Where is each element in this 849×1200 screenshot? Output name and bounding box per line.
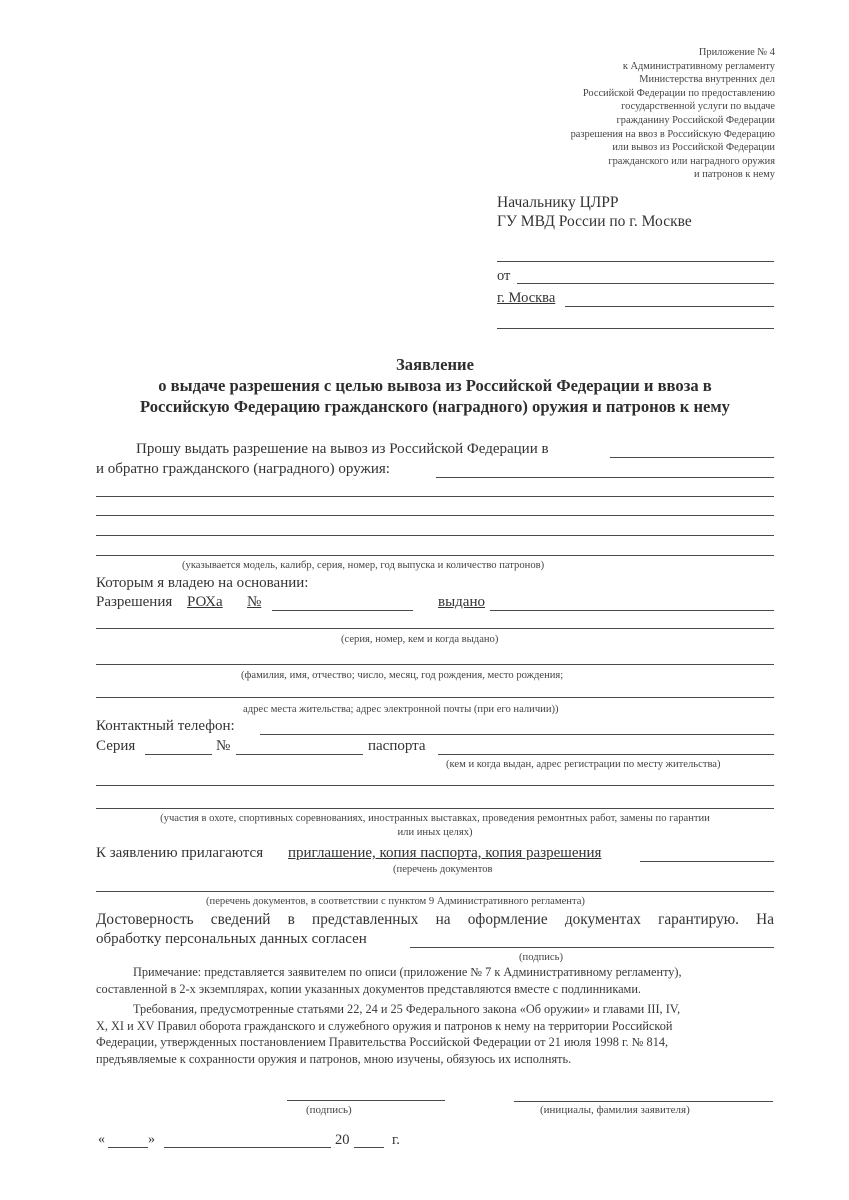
request-line-1: Прошу выдать разрешение на вывоз из Российской Федерации в bbox=[136, 441, 549, 457]
addressee-line-1: Начальнику ЦЛРР bbox=[497, 194, 619, 211]
permit-label: Разрешения bbox=[96, 594, 173, 610]
requirements-line-4: предъявляемые к сохранности оружия и патронов, мною изучены, обязуюсь их исполнять. bbox=[96, 1051, 572, 1066]
notes-block bbox=[96, 964, 774, 1067]
address-hint: адрес места жительства; адрес электронной почты (при его наличии)) bbox=[243, 704, 559, 715]
document-subtitle-line-1: о выдаче разрешения с целью вывоза из Российской Федерации и ввоза в bbox=[158, 376, 712, 395]
attachments-value: приглашение, копия паспорта, копия разрешения bbox=[288, 845, 602, 861]
purpose-hint-2: или иных целях) bbox=[397, 827, 473, 838]
appendix-line: гражданского или наградного оружия bbox=[608, 155, 775, 167]
date-open-quote: « bbox=[98, 1132, 105, 1147]
city-value: г. Москва bbox=[497, 290, 556, 306]
city-field[interactable] bbox=[565, 306, 774, 307]
passport-series-field[interactable] bbox=[145, 754, 212, 755]
attachments-field-tail[interactable] bbox=[640, 861, 774, 862]
appendix-line: гражданину Российской Федерации bbox=[616, 114, 775, 126]
weapon-field-5[interactable] bbox=[96, 555, 774, 556]
ownership-label: Которым я владею на основании: bbox=[96, 575, 309, 591]
passport-series-label: Серия bbox=[96, 738, 136, 754]
addressee-block bbox=[497, 193, 692, 231]
consent-signature-hint: (подпись) bbox=[519, 952, 563, 963]
note-line: Примечание: представляется заявителем по описи (приложение № 7 к Административному регламенту), bbox=[133, 965, 682, 979]
passport-label: паспорта bbox=[368, 738, 426, 754]
passport-extra-field[interactable] bbox=[96, 785, 774, 786]
attachments-field-2[interactable] bbox=[96, 891, 774, 892]
date-year-field[interactable] bbox=[354, 1147, 384, 1148]
appendix-line: и патронов к нему bbox=[694, 169, 775, 181]
date-close-quote: » bbox=[148, 1132, 155, 1147]
date-day-field[interactable] bbox=[108, 1147, 148, 1148]
note-line-cont: составленной в 2-х экземплярах, копии указанных документов представляются вместе с подлинниками. bbox=[96, 981, 641, 996]
applicant-name-hint: (инициалы, фамилия заявителя) bbox=[540, 1104, 690, 1116]
purpose-hint-1: (участия в охоте, спортивных соревнованиях, иностранных выставках, проведения ремонтных работ, замены по гарантии bbox=[160, 813, 710, 824]
requirements-line-3: Федерации, утвержденных постановлением Правительства Российской Федерации от 21 июля 1998 г. № 814, bbox=[96, 1035, 669, 1049]
signature-hint: (подпись) bbox=[306, 1104, 352, 1116]
permit-details-field[interactable] bbox=[96, 628, 774, 629]
requirements-line-1: Требования, предусмотренные статьями 22, 24 и 25 Федерального закона «Об оружии» и главами III, IV, bbox=[133, 1002, 681, 1016]
weapon-field-1[interactable] bbox=[436, 477, 774, 478]
appendix-line: Российской Федерации по предоставлению bbox=[582, 87, 775, 99]
appendix-line: государственной услуги по выдаче bbox=[621, 101, 775, 113]
requirements-line-2: X, XI и XV Правил оборота гражданского и служебного оружия и патронов к нему на территории Российской bbox=[96, 1018, 673, 1033]
passport-issued-field[interactable] bbox=[438, 754, 774, 755]
addressee-blank-field[interactable] bbox=[497, 261, 774, 262]
from-field[interactable] bbox=[517, 283, 774, 284]
purpose-field[interactable] bbox=[96, 808, 774, 809]
consent-signature-field[interactable] bbox=[410, 947, 774, 948]
from-label: от bbox=[497, 268, 511, 284]
document-title: Заявление bbox=[396, 355, 474, 374]
date-year-suffix: г. bbox=[392, 1132, 400, 1148]
document-subtitle-line-2: Российскую Федерацию гражданского (наградного) оружия и патронов к нему bbox=[140, 397, 730, 416]
attachments-hint-1: (перечень документов bbox=[393, 864, 493, 875]
date-year-prefix: 20 bbox=[335, 1132, 350, 1148]
passport-hint: (кем и когда выдан, адрес регистрации по месту жительства) bbox=[446, 759, 721, 770]
consent-line-1: Достоверность сведений в представленных на оформление документах гарантирую. На bbox=[96, 911, 774, 928]
permit-type-value: РОХа bbox=[187, 594, 223, 610]
attachments-hint-2: (перечень документов, в соответствии с пунктом 9 Административного регламента) bbox=[206, 896, 585, 907]
request-line-2: и обратно гражданского (наградного) оружия: bbox=[96, 461, 390, 477]
appendix-line: к Административному регламенту bbox=[622, 60, 775, 72]
permit-number-label: № bbox=[247, 594, 262, 610]
permit-number-field[interactable] bbox=[272, 610, 413, 611]
appendix-line: Приложение № 4 bbox=[698, 47, 775, 58]
address-extra-field[interactable] bbox=[497, 328, 774, 329]
person-hint: (фамилия, имя, отчество; число, месяц, год рождения, место рождения; bbox=[241, 670, 564, 681]
date-month-field[interactable] bbox=[164, 1147, 331, 1148]
signature-field[interactable] bbox=[287, 1100, 445, 1101]
destination-country-field[interactable] bbox=[610, 457, 774, 458]
address-details-field[interactable] bbox=[96, 697, 774, 698]
addressee-line-2: ГУ МВД России по г. Москве bbox=[497, 213, 692, 230]
weapon-field-2[interactable] bbox=[96, 496, 774, 497]
passport-number-field[interactable] bbox=[236, 754, 363, 755]
appendix-line: Министерства внутренних дел bbox=[639, 74, 775, 86]
issued-label: выдано bbox=[438, 594, 485, 610]
issued-by-field[interactable] bbox=[490, 610, 774, 611]
person-details-field[interactable] bbox=[96, 664, 774, 665]
permit-hint: (серия, номер, кем и когда выдано) bbox=[341, 634, 499, 645]
attachments-label: К заявлению прилагаются bbox=[96, 845, 264, 861]
appendix-line: или вывоз из Российской Федерации bbox=[612, 142, 775, 154]
consent-line-2: обработку персональных данных согласен bbox=[96, 931, 367, 947]
weapon-field-3[interactable] bbox=[96, 515, 774, 516]
phone-label: Контактный телефон: bbox=[96, 718, 235, 734]
phone-field[interactable] bbox=[260, 734, 774, 735]
passport-number-label: № bbox=[216, 738, 231, 754]
weapon-hint: (указывается модель, калибр, серия, номер, год выпуска и количество патронов) bbox=[182, 560, 545, 571]
appendix-header bbox=[475, 46, 775, 182]
appendix-line: разрешения на ввоз в Российскую Федерацию bbox=[570, 128, 775, 140]
applicant-name-field[interactable] bbox=[514, 1101, 773, 1102]
weapon-field-4[interactable] bbox=[96, 535, 774, 536]
